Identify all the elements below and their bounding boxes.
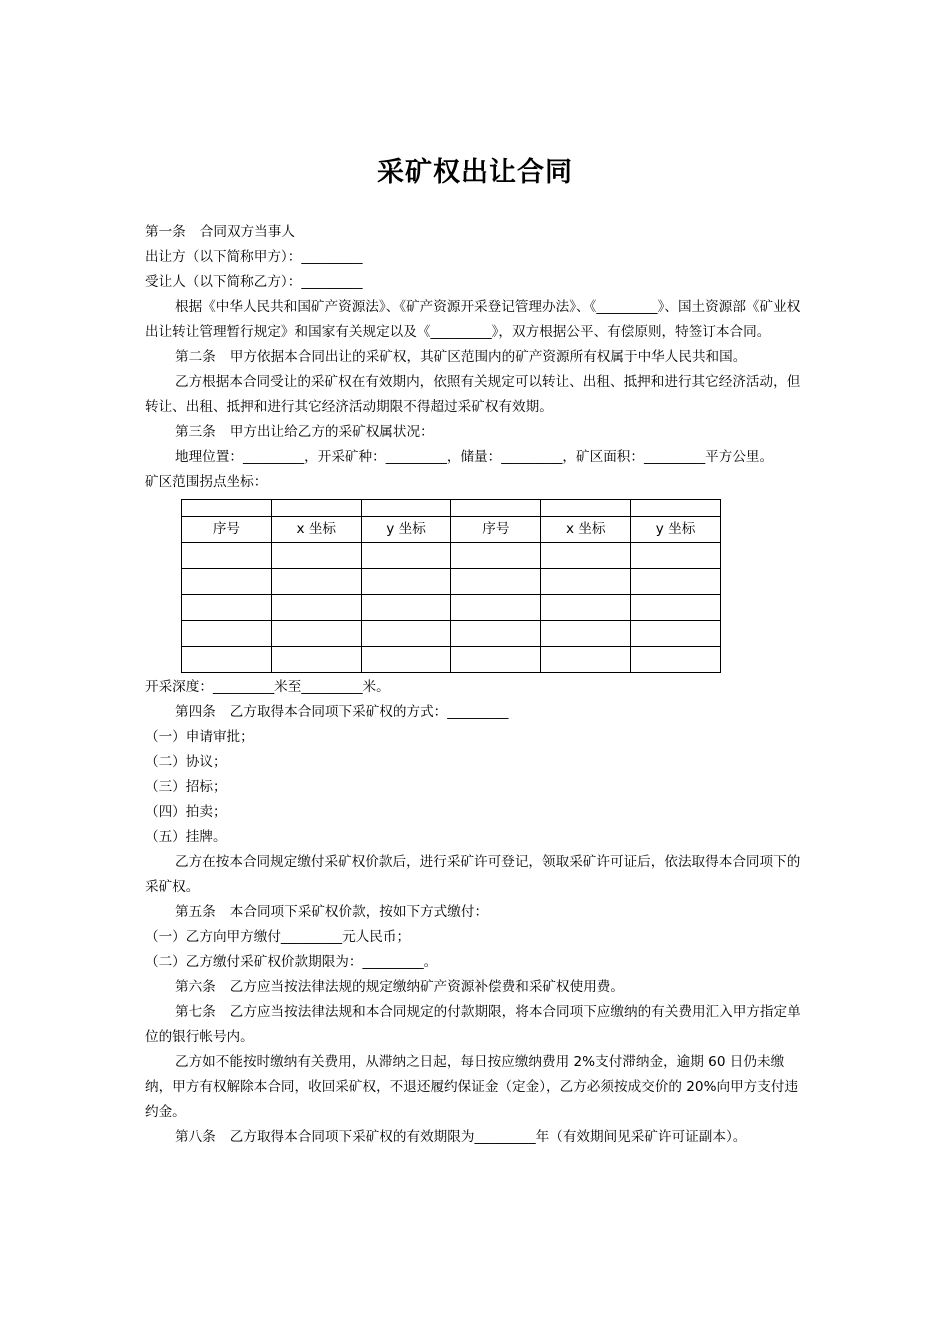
header-index-1: 序号 [182, 517, 272, 543]
table-row [182, 500, 721, 517]
article-6: 第六条 乙方应当按法律法规的规定缴纳矿产资源补偿费和采矿权使用费。 [175, 979, 624, 995]
article-7-paragraph: 乙方如不能按时缴纳有关费用，从滞纳之日起，每日按应缴纳费用 2%支付滞纳金，逾期 60 日仍未缴纳，甲方有权解除本合同，收回采矿权，不退还履约保证金（定金），乙方必须按成交价的 20%向甲方支付违约金。 [145, 1054, 799, 1120]
location-line: 地理位置：_________，开采矿种：_________，储量：_________，矿区面积：_________平方公里。 [175, 449, 774, 465]
option-item: （一）申请审批； [145, 729, 254, 745]
article-2: 第二条 甲方依据本合同出让的采矿权，其矿区范围内的矿产资源所有权属于中华人民共和国。 [175, 349, 747, 365]
option-item: （三）招标； [145, 779, 227, 795]
table-row [182, 569, 721, 595]
table-row [182, 621, 721, 647]
article-1-heading: 第一条 合同双方当事人 [145, 224, 295, 240]
header-x-1: x 坐标 [271, 517, 361, 543]
party-b-line: 受让人（以下简称乙方）：_________ [145, 274, 363, 290]
option-item: （五）挂牌。 [145, 829, 227, 845]
document-title: 采矿权出让合同 [377, 157, 573, 188]
table-row [182, 543, 721, 569]
table-row [182, 647, 721, 673]
coordinate-table [181, 499, 721, 673]
basis-paragraph: 根据《中华人民共和国矿产资源法》、《矿产资源开采登记管理办法》、《_________》、国土资源部《矿业权出让转让管理暂行规定》和国家有关规定以及《_________》，双方根据公平、有偿原则，特签订本合同。 [145, 299, 801, 340]
header-x-2: x 坐标 [541, 517, 631, 543]
article-4-paragraph: 乙方在按本合同规定缴付采矿权价款后，进行采矿许可登记，领取采矿许可证后，依法取得本合同项下的采矿权。 [145, 854, 801, 895]
header-y-2: y 坐标 [631, 517, 721, 543]
article-5: 第五条 本合同项下采矿权价款，按如下方式缴付： [175, 904, 489, 920]
payment-item: （一）乙方向甲方缴付_________元人民币； [145, 929, 411, 945]
contract-body [145, 220, 810, 1150]
header-y-1: y 坐标 [361, 517, 451, 543]
article-2-paragraph: 乙方根据本合同受让的采矿权在有效期内，依照有关规定可以转让、出租、抵押和进行其它经济活动，但转让、出租、抵押和进行其它经济活动期限不得超过采矿权有效期。 [145, 374, 801, 415]
article-8: 第八条 乙方取得本合同项下采矿权的有效期限为_________年（有效期间见采矿许可证副本）。 [175, 1129, 747, 1145]
payment-item: （二）乙方缴付采矿权价款期限为：_________。 [145, 954, 438, 970]
header-index-2: 序号 [451, 517, 541, 543]
table-row [182, 595, 721, 621]
option-item: （四）拍卖； [145, 804, 227, 820]
party-a-line: 出让方（以下简称甲方）：_________ [145, 249, 363, 265]
option-item: （二）协议； [145, 754, 227, 770]
coordinate-label: 矿区范围拐点坐标： [145, 474, 268, 490]
article-3: 第三条 甲方出让给乙方的采矿权属状况： [175, 424, 434, 440]
article-7: 第七条 乙方应当按法律法规和本合同规定的付款期限，将本合同项下应缴纳的有关费用汇入甲方指定单位的银行帐号内。 [145, 1004, 801, 1045]
article-4: 第四条 乙方取得本合同项下采矿权的方式：_________ [175, 704, 509, 720]
depth-line: 开采深度：_________米至_________米。 [145, 679, 390, 695]
table-header-row [182, 517, 721, 543]
